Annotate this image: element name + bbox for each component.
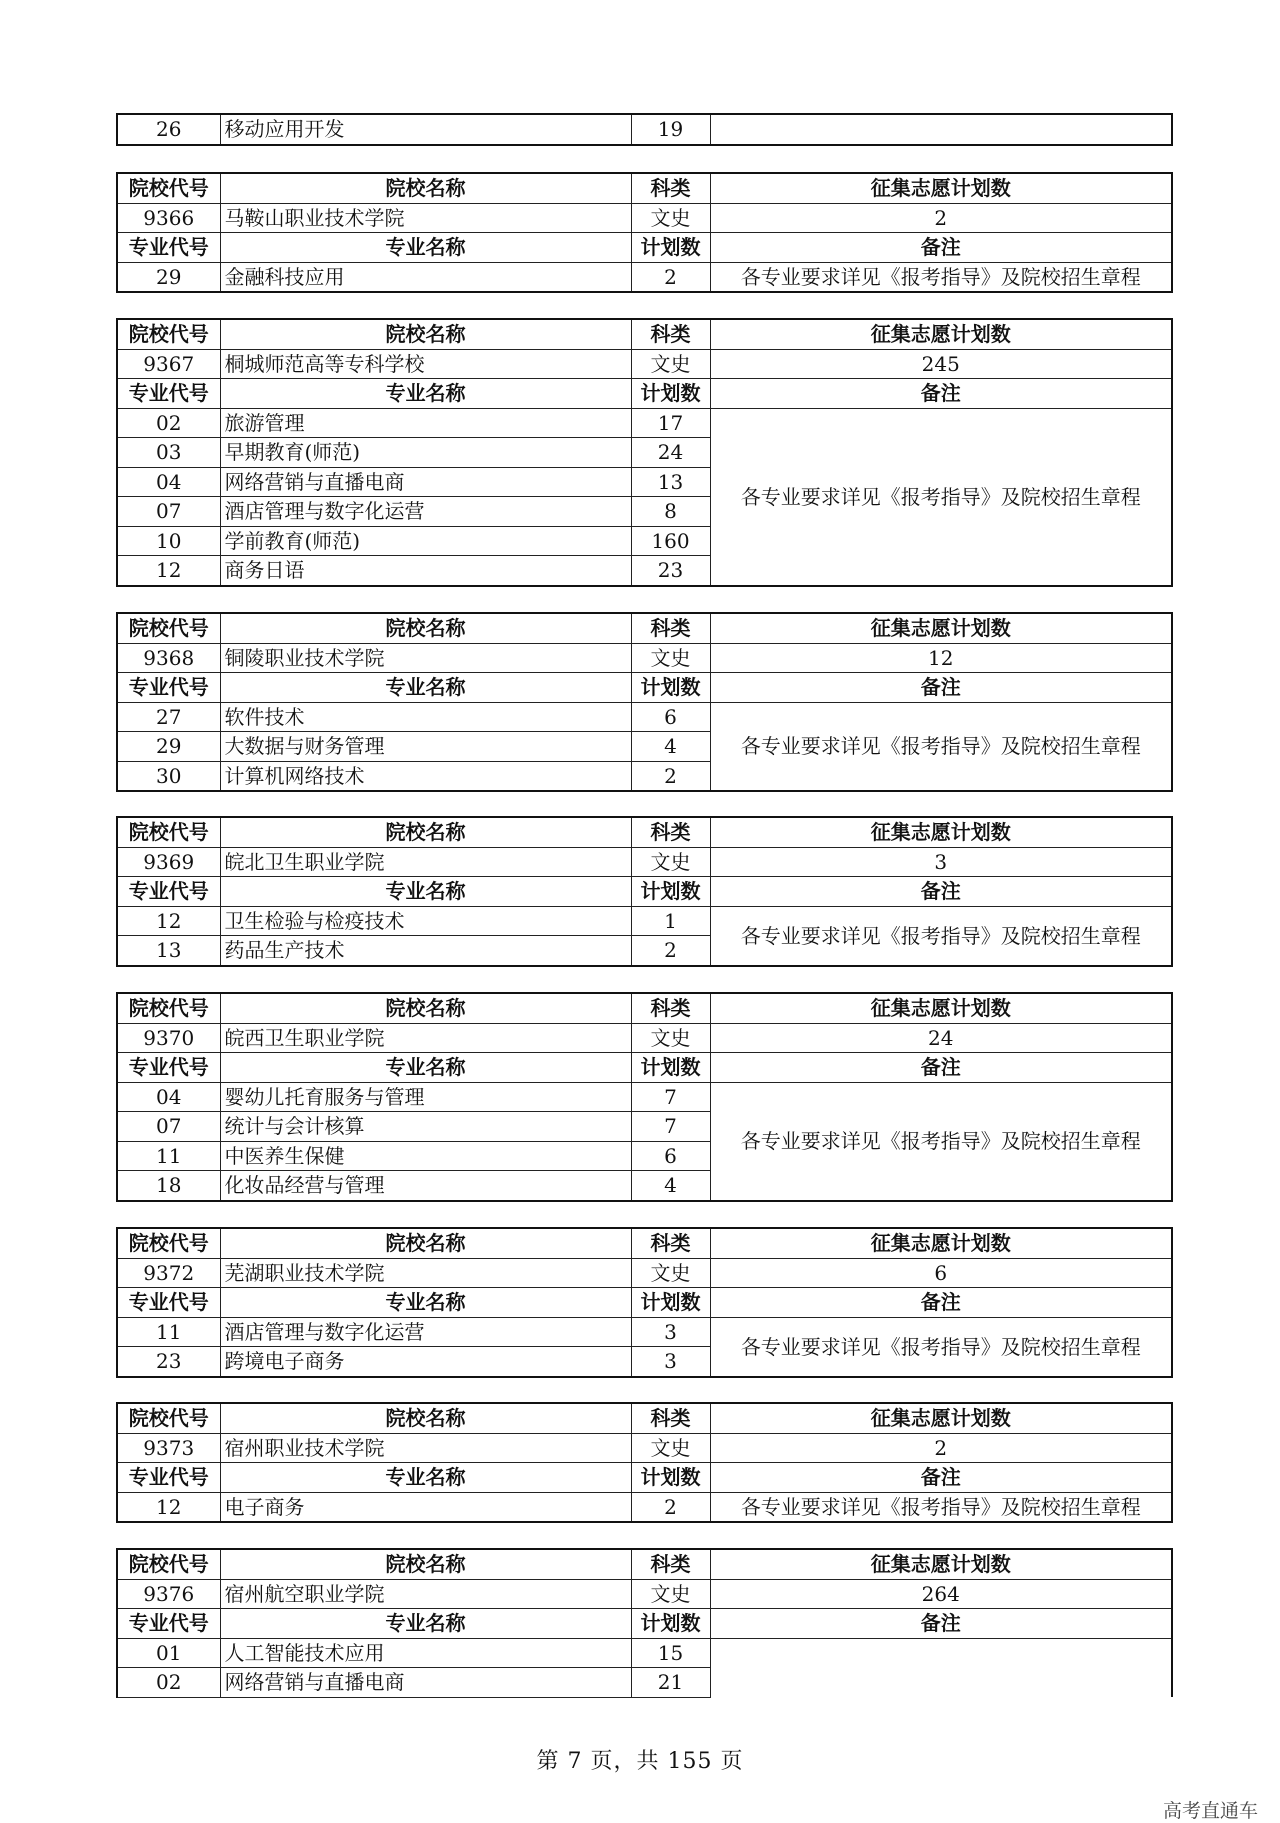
major-code: 03 bbox=[117, 438, 220, 468]
header-category: 科类 bbox=[631, 173, 710, 203]
major-plan: 4 bbox=[631, 1171, 710, 1201]
header-major-code: 专业代号 bbox=[117, 877, 220, 907]
header-school-name: 院校名称 bbox=[220, 1228, 631, 1258]
header-plan-total: 征集志愿计划数 bbox=[710, 1228, 1172, 1258]
major-name: 人工智能技术应用 bbox=[220, 1638, 631, 1668]
table-row bbox=[117, 1463, 1172, 1493]
header-note: 备注 bbox=[710, 1053, 1172, 1083]
header-plan: 计划数 bbox=[631, 1288, 710, 1318]
header-major-code: 专业代号 bbox=[117, 233, 220, 263]
header-plan-total: 征集志愿计划数 bbox=[710, 1403, 1172, 1433]
table-row bbox=[117, 319, 1172, 349]
page-footer: 第 7 页，共 155 页 bbox=[536, 1749, 744, 1774]
major-name: 网络营销与直播电商 bbox=[220, 467, 631, 497]
school-table bbox=[116, 1548, 1173, 1698]
table-row bbox=[117, 673, 1172, 703]
table-row bbox=[117, 1492, 1172, 1522]
major-code: 29 bbox=[117, 732, 220, 762]
major-name: 酒店管理与数字化运营 bbox=[220, 1317, 631, 1347]
header-major-name: 专业名称 bbox=[220, 233, 631, 263]
header-note: 备注 bbox=[710, 233, 1172, 263]
major-code: 01 bbox=[117, 1638, 220, 1668]
header-category: 科类 bbox=[631, 613, 710, 643]
school-category: 文史 bbox=[631, 349, 710, 379]
table-row bbox=[117, 1638, 1172, 1668]
header-major-name: 专业名称 bbox=[220, 1609, 631, 1639]
header-plan: 计划数 bbox=[631, 1609, 710, 1639]
school-code: 9368 bbox=[117, 643, 220, 673]
school-plan-total: 3 bbox=[710, 847, 1172, 877]
school-plan-total: 6 bbox=[710, 1258, 1172, 1288]
header-school-code: 院校代号 bbox=[117, 173, 220, 203]
note-cell: 各专业要求详见《报考指导》及院校招生章程 bbox=[710, 1317, 1172, 1377]
major-plan: 3 bbox=[631, 1317, 710, 1347]
table-row bbox=[117, 817, 1172, 847]
table-row bbox=[117, 643, 1172, 673]
note-cell: 各专业要求详见《报考指导》及院校招生章程 bbox=[710, 702, 1172, 791]
header-category: 科类 bbox=[631, 1403, 710, 1433]
school-category: 文史 bbox=[631, 1433, 710, 1463]
note-cell: 各专业要求详见《报考指导》及院校招生章程 bbox=[710, 1082, 1172, 1201]
table-row bbox=[117, 203, 1172, 233]
major-name: 早期教育(师范) bbox=[220, 438, 631, 468]
header-major-name: 专业名称 bbox=[220, 1288, 631, 1318]
major-code: 04 bbox=[117, 1082, 220, 1112]
school-category: 文史 bbox=[631, 847, 710, 877]
school-code: 9369 bbox=[117, 847, 220, 877]
header-plan-total: 征集志愿计划数 bbox=[710, 613, 1172, 643]
major-code: 07 bbox=[117, 497, 220, 527]
major-plan: 19 bbox=[631, 114, 710, 145]
table-row bbox=[117, 1288, 1172, 1318]
table-row bbox=[117, 1023, 1172, 1053]
major-code: 13 bbox=[117, 936, 220, 966]
header-plan-total: 征集志愿计划数 bbox=[710, 1549, 1172, 1579]
major-name: 软件技术 bbox=[220, 702, 631, 732]
table-row bbox=[117, 993, 1172, 1023]
major-code: 12 bbox=[117, 906, 220, 936]
header-category: 科类 bbox=[631, 1228, 710, 1258]
school-plan-total: 2 bbox=[710, 203, 1172, 233]
header-major-name: 专业名称 bbox=[220, 1053, 631, 1083]
major-code: 26 bbox=[117, 114, 220, 145]
school-category: 文史 bbox=[631, 203, 710, 233]
major-code: 12 bbox=[117, 1492, 220, 1522]
header-school-name: 院校名称 bbox=[220, 993, 631, 1023]
major-code: 12 bbox=[117, 556, 220, 586]
major-code: 27 bbox=[117, 702, 220, 732]
major-name: 商务日语 bbox=[220, 556, 631, 586]
header-category: 科类 bbox=[631, 1549, 710, 1579]
school-plan-total: 2 bbox=[710, 1433, 1172, 1463]
watermark: 高考直通车 bbox=[1162, 1800, 1258, 1822]
major-name: 网络营销与直播电商 bbox=[220, 1668, 631, 1698]
table-row bbox=[117, 1579, 1172, 1609]
header-major-code: 专业代号 bbox=[117, 673, 220, 703]
table-row bbox=[117, 877, 1172, 907]
school-table bbox=[116, 816, 1173, 967]
school-code: 9366 bbox=[117, 203, 220, 233]
header-plan-total: 征集志愿计划数 bbox=[710, 817, 1172, 847]
major-code: 02 bbox=[117, 408, 220, 438]
table-row bbox=[117, 906, 1172, 936]
table-row bbox=[117, 1258, 1172, 1288]
header-major-name: 专业名称 bbox=[220, 1463, 631, 1493]
table-row bbox=[117, 114, 1172, 145]
major-code: 11 bbox=[117, 1317, 220, 1347]
header-category: 科类 bbox=[631, 319, 710, 349]
school-table bbox=[116, 1402, 1173, 1523]
school-code: 9376 bbox=[117, 1579, 220, 1609]
major-code: 10 bbox=[117, 526, 220, 556]
major-plan: 4 bbox=[631, 732, 710, 762]
header-major-code: 专业代号 bbox=[117, 1609, 220, 1639]
header-plan-total: 征集志愿计划数 bbox=[710, 173, 1172, 203]
major-code: 30 bbox=[117, 761, 220, 791]
table-row bbox=[117, 1317, 1172, 1347]
major-plan: 3 bbox=[631, 1347, 710, 1377]
major-name: 计算机网络技术 bbox=[220, 761, 631, 791]
continuation-table bbox=[116, 113, 1173, 146]
school-name: 马鞍山职业技术学院 bbox=[220, 203, 631, 233]
header-major-name: 专业名称 bbox=[220, 379, 631, 409]
major-plan: 13 bbox=[631, 467, 710, 497]
major-name: 化妆品经营与管理 bbox=[220, 1171, 631, 1201]
table-row bbox=[117, 233, 1172, 263]
major-plan: 6 bbox=[631, 702, 710, 732]
table-row bbox=[117, 408, 1172, 438]
major-plan: 2 bbox=[631, 936, 710, 966]
header-school-name: 院校名称 bbox=[220, 319, 631, 349]
header-school-code: 院校代号 bbox=[117, 613, 220, 643]
header-note: 备注 bbox=[710, 1609, 1172, 1639]
major-name: 移动应用开发 bbox=[220, 114, 631, 145]
major-plan: 24 bbox=[631, 438, 710, 468]
note-cell: 各专业要求详见《报考指导》及院校招生章程 bbox=[710, 262, 1172, 292]
header-plan: 计划数 bbox=[631, 1463, 710, 1493]
major-name: 旅游管理 bbox=[220, 408, 631, 438]
school-plan-total: 24 bbox=[710, 1023, 1172, 1053]
table-row bbox=[117, 349, 1172, 379]
header-note: 备注 bbox=[710, 1463, 1172, 1493]
major-name: 卫生检验与检疫技术 bbox=[220, 906, 631, 936]
header-school-name: 院校名称 bbox=[220, 173, 631, 203]
major-code: 18 bbox=[117, 1171, 220, 1201]
school-category: 文史 bbox=[631, 1579, 710, 1609]
header-major-name: 专业名称 bbox=[220, 673, 631, 703]
school-name: 皖北卫生职业学院 bbox=[220, 847, 631, 877]
major-name: 金融科技应用 bbox=[220, 262, 631, 292]
table-row bbox=[117, 1082, 1172, 1112]
header-plan: 计划数 bbox=[631, 1053, 710, 1083]
major-name: 学前教育(师范) bbox=[220, 526, 631, 556]
header-plan: 计划数 bbox=[631, 673, 710, 703]
major-name: 电子商务 bbox=[220, 1492, 631, 1522]
school-table bbox=[116, 612, 1173, 792]
header-school-code: 院校代号 bbox=[117, 1403, 220, 1433]
major-plan: 7 bbox=[631, 1112, 710, 1142]
header-note: 备注 bbox=[710, 379, 1172, 409]
major-name: 大数据与财务管理 bbox=[220, 732, 631, 762]
note-cell: 各专业要求详见《报考指导》及院校招生章程 bbox=[710, 906, 1172, 966]
table-row bbox=[117, 847, 1172, 877]
school-plan-total: 245 bbox=[710, 349, 1172, 379]
school-name: 芜湖职业技术学院 bbox=[220, 1258, 631, 1288]
header-school-code: 院校代号 bbox=[117, 993, 220, 1023]
school-category: 文史 bbox=[631, 1023, 710, 1053]
note-cell bbox=[710, 114, 1172, 145]
school-name: 桐城师范高等专科学校 bbox=[220, 349, 631, 379]
major-name: 中医养生保健 bbox=[220, 1141, 631, 1171]
header-school-name: 院校名称 bbox=[220, 1549, 631, 1579]
major-name: 药品生产技术 bbox=[220, 936, 631, 966]
note-cell bbox=[710, 1638, 1172, 1697]
school-code: 9370 bbox=[117, 1023, 220, 1053]
school-name: 宿州航空职业学院 bbox=[220, 1579, 631, 1609]
header-major-name: 专业名称 bbox=[220, 877, 631, 907]
school-plan-total: 264 bbox=[710, 1579, 1172, 1609]
header-major-code: 专业代号 bbox=[117, 379, 220, 409]
header-school-code: 院校代号 bbox=[117, 319, 220, 349]
table-row bbox=[117, 379, 1172, 409]
major-name: 统计与会计核算 bbox=[220, 1112, 631, 1142]
school-table bbox=[116, 172, 1173, 293]
major-code: 11 bbox=[117, 1141, 220, 1171]
table-row bbox=[117, 1053, 1172, 1083]
table-row bbox=[117, 262, 1172, 292]
header-plan-total: 征集志愿计划数 bbox=[710, 993, 1172, 1023]
header-school-code: 院校代号 bbox=[117, 1549, 220, 1579]
major-code: 02 bbox=[117, 1668, 220, 1698]
table-row bbox=[117, 1403, 1172, 1433]
school-table bbox=[116, 318, 1173, 587]
header-note: 备注 bbox=[710, 1288, 1172, 1318]
table-row bbox=[117, 1549, 1172, 1579]
school-table bbox=[116, 1227, 1173, 1378]
major-name: 酒店管理与数字化运营 bbox=[220, 497, 631, 527]
major-code: 23 bbox=[117, 1347, 220, 1377]
major-plan: 2 bbox=[631, 1492, 710, 1522]
table-row bbox=[117, 702, 1172, 732]
school-name: 铜陵职业技术学院 bbox=[220, 643, 631, 673]
school-code: 9373 bbox=[117, 1433, 220, 1463]
header-major-code: 专业代号 bbox=[117, 1053, 220, 1083]
table-row bbox=[117, 1228, 1172, 1258]
school-code: 9367 bbox=[117, 349, 220, 379]
header-note: 备注 bbox=[710, 673, 1172, 703]
major-code: 04 bbox=[117, 467, 220, 497]
school-name: 宿州职业技术学院 bbox=[220, 1433, 631, 1463]
school-name: 皖西卫生职业学院 bbox=[220, 1023, 631, 1053]
table-row bbox=[117, 1433, 1172, 1463]
major-plan: 2 bbox=[631, 761, 710, 791]
note-cell: 各专业要求详见《报考指导》及院校招生章程 bbox=[710, 1492, 1172, 1522]
major-plan: 7 bbox=[631, 1082, 710, 1112]
major-plan: 2 bbox=[631, 262, 710, 292]
header-major-code: 专业代号 bbox=[117, 1463, 220, 1493]
header-major-code: 专业代号 bbox=[117, 1288, 220, 1318]
header-school-code: 院校代号 bbox=[117, 1228, 220, 1258]
major-plan: 21 bbox=[631, 1668, 710, 1698]
school-table bbox=[116, 992, 1173, 1202]
table-row bbox=[117, 613, 1172, 643]
school-plan-total: 12 bbox=[710, 643, 1172, 673]
header-plan: 计划数 bbox=[631, 379, 710, 409]
header-note: 备注 bbox=[710, 877, 1172, 907]
major-code: 29 bbox=[117, 262, 220, 292]
header-category: 科类 bbox=[631, 817, 710, 847]
major-plan: 6 bbox=[631, 1141, 710, 1171]
header-plan: 计划数 bbox=[631, 877, 710, 907]
header-school-name: 院校名称 bbox=[220, 1403, 631, 1433]
school-code: 9372 bbox=[117, 1258, 220, 1288]
header-category: 科类 bbox=[631, 993, 710, 1023]
note-cell: 各专业要求详见《报考指导》及院校招生章程 bbox=[710, 408, 1172, 586]
major-name: 跨境电子商务 bbox=[220, 1347, 631, 1377]
header-school-name: 院校名称 bbox=[220, 817, 631, 847]
major-name: 婴幼儿托育服务与管理 bbox=[220, 1082, 631, 1112]
table-row bbox=[117, 1609, 1172, 1639]
major-plan: 1 bbox=[631, 906, 710, 936]
table-row bbox=[117, 173, 1172, 203]
school-category: 文史 bbox=[631, 643, 710, 673]
header-plan: 计划数 bbox=[631, 233, 710, 263]
header-school-name: 院校名称 bbox=[220, 613, 631, 643]
major-plan: 23 bbox=[631, 556, 710, 586]
major-plan: 8 bbox=[631, 497, 710, 527]
major-plan: 160 bbox=[631, 526, 710, 556]
major-plan: 17 bbox=[631, 408, 710, 438]
school-category: 文史 bbox=[631, 1258, 710, 1288]
header-plan-total: 征集志愿计划数 bbox=[710, 319, 1172, 349]
header-school-code: 院校代号 bbox=[117, 817, 220, 847]
major-code: 07 bbox=[117, 1112, 220, 1142]
major-plan: 15 bbox=[631, 1638, 710, 1668]
